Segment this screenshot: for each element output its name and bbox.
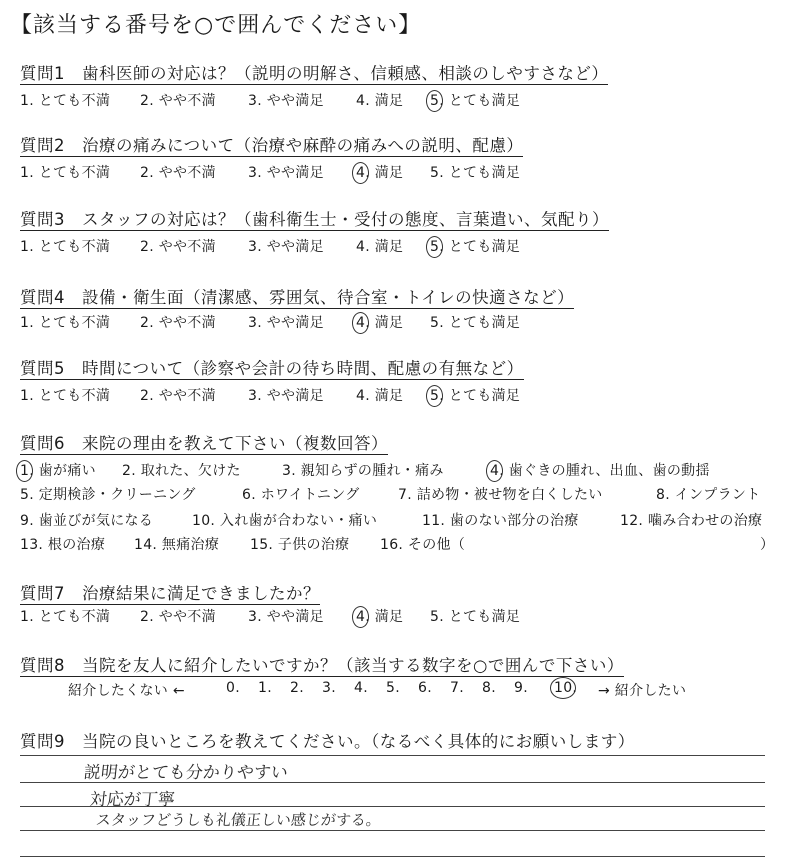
handwritten-answer-1: 説明がとても分かりやすい — [82, 763, 289, 783]
q6-option-1-selected[interactable]: 1. 歯が痛い — [20, 460, 96, 480]
q6-option-14[interactable]: 14. 無痛治療 — [134, 537, 220, 553]
q7-option-5[interactable]: 5. とても満足 — [430, 609, 521, 625]
q2-heading — [20, 132, 523, 156]
q6-option-4-selected[interactable]: 4. 歯ぐきの腫れ、出血、歯の動揺 — [490, 460, 710, 480]
q6-option-11[interactable]: 11. 歯のない部分の治療 — [422, 513, 579, 529]
q2-option-4-text: 満足 — [374, 165, 404, 181]
q7-label: 質問7 治療結果に満足できましたか？ — [20, 584, 320, 603]
q5-option-4[interactable]: 4. 満足 — [356, 388, 404, 404]
q8-score-2[interactable]: 2. — [290, 680, 304, 696]
q6-option-5[interactable]: 5. 定期検診・クリーニング — [20, 487, 196, 503]
answer-line-5 — [20, 856, 765, 857]
q5-option-3[interactable]: 3. やや満足 — [248, 388, 324, 404]
selection-circle: 5 — [426, 385, 443, 407]
handwritten-answer-2: 対応が丁寧 — [88, 790, 176, 810]
q7-option-3[interactable]: 3. やや満足 — [248, 609, 324, 625]
q7-option-4-text: 満足 — [374, 609, 404, 625]
q6-option-1-text: 歯が痛い — [38, 463, 96, 479]
q7-heading — [20, 580, 320, 604]
q6-option-4-text: 歯ぐきの腫れ、出血、歯の動揺 — [508, 463, 710, 479]
q2-option-3[interactable]: 3. やや満足 — [248, 165, 324, 181]
q8-score-0[interactable]: 0. — [226, 680, 240, 696]
q3-option-5-text: とても満足 — [448, 239, 521, 255]
q8-left-label: 紹介したくない ← — [68, 683, 185, 699]
q8-score-4[interactable]: 4. — [354, 680, 368, 696]
q8-score-3[interactable]: 3. — [322, 680, 336, 696]
q3-option-1[interactable]: 1. とても不満 — [20, 239, 111, 255]
q7-option-4-selected[interactable]: 4. 満足 — [356, 606, 403, 626]
q5-option-5-text: とても満足 — [448, 388, 521, 404]
q9-label: 質問9 当院の良いところを教えてください。（なるべく具体的にお願いします） — [20, 732, 635, 751]
selection-circle: 4 — [486, 460, 503, 482]
q4-option-1[interactable]: 1. とても不満 — [20, 315, 111, 331]
q3-heading — [20, 206, 609, 230]
q4-option-3[interactable]: 3. やや満足 — [248, 315, 324, 331]
q2-option-4-selected[interactable]: 4. 満足 — [356, 162, 403, 182]
q5-heading — [20, 355, 524, 379]
q1-option-5-selected[interactable]: 5. とても満足 — [430, 90, 520, 110]
q6-option-2[interactable]: 2. 取れた、欠けた — [122, 463, 241, 479]
q4-option-5[interactable]: 5. とても満足 — [430, 315, 521, 331]
selection-circle: 4 — [352, 606, 369, 628]
q6-option-12[interactable]: 12. 噛み合わせの治療 — [620, 513, 763, 529]
answer-line-4 — [20, 830, 765, 831]
q6-option-6[interactable]: 6. ホワイトニング — [242, 487, 360, 503]
q6-label: 質問6 来院の理由を教えて下さい（複数回答） — [20, 434, 388, 453]
q2-option-5[interactable]: 5. とても満足 — [430, 165, 521, 181]
handwritten-answer-3: スタッフどうしも礼儀正しい感じがする。 — [95, 811, 382, 829]
q6-heading — [20, 430, 388, 454]
q1-label: 質問1 歯科医師の対応は？（説明の明解さ、信頼感、相談のしやすさなど） — [20, 64, 609, 83]
q8-heading — [20, 652, 624, 676]
q3-option-4[interactable]: 4. 満足 — [356, 239, 404, 255]
q8-score-7[interactable]: 7. — [450, 680, 464, 696]
selection-circle: 5 — [426, 90, 443, 112]
q1-heading — [20, 60, 608, 84]
selection-circle: 5 — [426, 236, 443, 258]
answer-line-1 — [20, 755, 765, 756]
q7-option-1[interactable]: 1. とても不満 — [20, 609, 111, 625]
q3-option-5-selected[interactable]: 5. とても満足 — [430, 236, 520, 256]
q2-option-2[interactable]: 2. やや不満 — [140, 165, 216, 181]
q9-heading — [20, 728, 635, 752]
q5-option-1[interactable]: 1. とても不満 — [20, 388, 111, 404]
survey-title: 【該当する番号を○で囲んでください】 — [10, 13, 422, 38]
q6-option-7[interactable]: 7. 詰め物・被せ物を白くしたい — [398, 487, 603, 503]
q1-option-4[interactable]: 4. 満足 — [356, 93, 404, 109]
q8-score-10-selected[interactable]: 10. — [554, 680, 577, 696]
q5-label: 質問5 時間について（診察や会計の待ち時間、配慮の有無など） — [20, 359, 524, 378]
q8-score-8[interactable]: 8. — [482, 680, 496, 696]
selection-circle: 4 — [352, 312, 369, 334]
q4-option-2[interactable]: 2. やや不満 — [140, 315, 216, 331]
selection-circle: 1 — [16, 460, 33, 482]
selection-circle: 10 — [550, 677, 576, 699]
q7-option-2[interactable]: 2. やや不満 — [140, 609, 216, 625]
q8-score-6[interactable]: 6. — [418, 680, 432, 696]
q6-option-15[interactable]: 15. 子供の治療 — [250, 537, 350, 553]
q1-option-5-text: とても満足 — [448, 93, 521, 109]
q6-option-10[interactable]: 10. 入れ歯が合わない・痛い — [192, 513, 378, 529]
selection-circle: 4 — [352, 162, 369, 184]
q6-option-13[interactable]: 13. 根の治療 — [20, 537, 106, 553]
q4-option-4-text: 満足 — [374, 315, 404, 331]
q3-label: 質問3 スタッフの対応は？（歯科衛生士・受付の態度、言葉遣い、気配り） — [20, 210, 609, 229]
q3-option-2[interactable]: 2. やや不満 — [140, 239, 216, 255]
q6-other-close-paren: ） — [760, 537, 775, 553]
q3-option-3[interactable]: 3. やや満足 — [248, 239, 324, 255]
q5-option-5-selected[interactable]: 5. とても満足 — [430, 385, 520, 405]
q4-option-4-selected[interactable]: 4. 満足 — [356, 312, 403, 332]
q8-score-1[interactable]: 1. — [258, 680, 272, 696]
q1-option-2[interactable]: 2. やや不満 — [140, 93, 216, 109]
q1-option-3[interactable]: 3. やや満足 — [248, 93, 324, 109]
q5-option-2[interactable]: 2. やや不満 — [140, 388, 216, 404]
q4-label: 質問4 設備・衛生面（清潔感、雰囲気、待合室・トイレの快適さなど） — [20, 288, 575, 307]
q6-option-9[interactable]: 9. 歯並びが気になる — [20, 513, 154, 529]
q2-option-1[interactable]: 1. とても不満 — [20, 165, 111, 181]
q1-option-1[interactable]: 1. とても不満 — [20, 93, 111, 109]
q6-option-8[interactable]: 8. インプラント — [656, 487, 761, 503]
q8-score-9[interactable]: 9. — [514, 680, 528, 696]
q4-heading — [20, 284, 574, 308]
q6-option-3[interactable]: 3. 親知らずの腫れ・痛み — [282, 463, 444, 479]
q6-option-16[interactable]: 16. その他（ — [380, 537, 466, 553]
q8-score-5[interactable]: 5. — [386, 680, 400, 696]
q8-right-label: → 紹介したい — [598, 683, 687, 699]
q8-label: 質問8 当院を友人に紹介したいですか？（該当する数字を○で囲んで下さい） — [20, 656, 624, 675]
q2-label: 質問2 治療の痛みについて（治療や麻酔の痛みへの説明、配慮） — [20, 136, 524, 155]
